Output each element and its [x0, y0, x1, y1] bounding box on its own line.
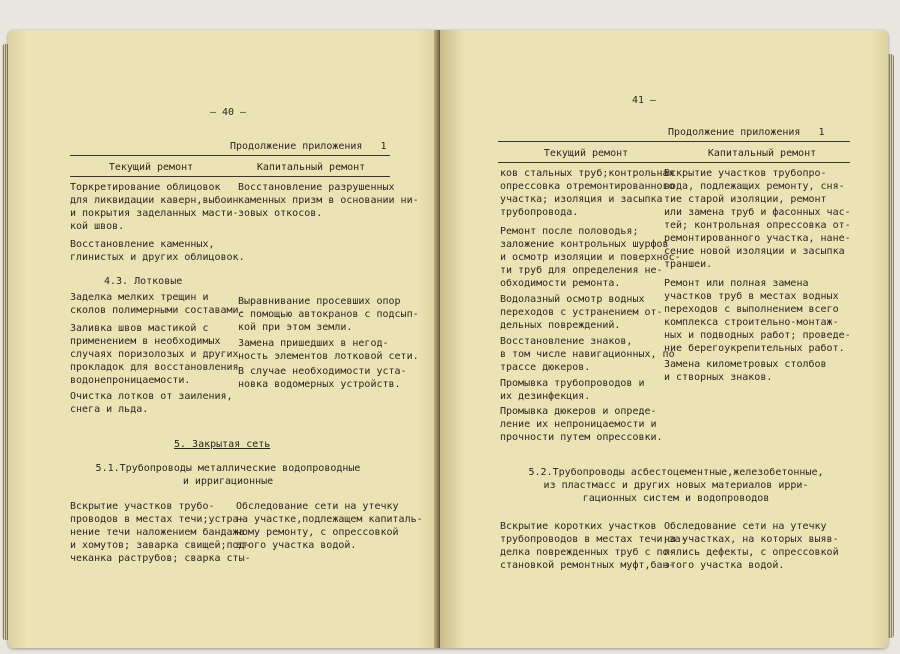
capital-repair-text: Вскрытие участков трубопро- вода, подлежащих ремонту, сня- тие старой изоляции, ремонт или замена труб и фасонных час- тей; контрольная опрессовка от- ремонтированного участка, нане- сение новой изоляции и засыпка траншеи.	[664, 168, 851, 270]
capital-repair-text: В случае необходимости уста- новка водомерных устройств.	[238, 366, 407, 390]
current-repair-text: Вскрытие участков трубо- проводов в местах течи;устра- нение течи наложением бандажа и хомутов; заварка свищей;под- чеканка раструбов; сварка сты-	[70, 501, 251, 564]
current-repair-text: Промывка дюкеров и опреде- ление их непроницаемости и прочности путем опрессовки.	[500, 406, 663, 443]
capital-repair-text: Выравнивание просевших опор с помощью автокранов с подсып- кой при этом земли.	[238, 296, 419, 333]
current-repair-text: Заделка мелких трещин и сколов полимерными составами.	[70, 292, 245, 316]
current-repair-text: ков стальных труб;контрольная опрессовка отремонтированного участка; изоляция и засыпка трубопровода.	[500, 168, 675, 218]
table-top-rule	[70, 155, 390, 156]
capital-repair-text: Восстановление разрушенных каменных призм в основании ни- зовых откосов.	[238, 182, 419, 219]
right-page	[440, 30, 888, 648]
capital-repair-text: Обследование сети на утечку на участках, на которых выяв- лялись дефекты, с опрессовкой этого участка водой.	[664, 521, 839, 571]
section-heading: 4.3. Лотковые	[104, 276, 183, 287]
column-header-current: Текущий ремонт	[108, 162, 194, 173]
page-number: 41 —	[632, 95, 657, 106]
page-number: — 40 —	[209, 107, 247, 118]
section-heading: 5. Закрытая сеть	[174, 439, 271, 450]
current-repair-text: Водолазный осмотр водных переходов с устранением от- дельных повреждений.	[500, 294, 663, 331]
current-repair-text: Заливка швов мастикой с применением в необходимых случаях поризолозых и других прокладок для восстановления водонепроницаемости.	[70, 323, 239, 386]
capital-repair-text: Ремонт или полная замена участков труб в местах водных переходов с выполнением всего комплекса строительно-монтаж- ных и подводных работ; проведе- ние берегоукрепительных работ.	[664, 278, 851, 354]
table-top-rule	[498, 141, 850, 142]
current-repair-text: Ремонт после половодья; заложение контрольных шурфов и осмотр изоляции и поверхнос- ти труб для определения не- обходимости ремонта.	[500, 226, 681, 289]
table-header-rule	[498, 162, 850, 163]
current-repair-text: Восстановление каменных, глинистых и других облицовок.	[70, 239, 245, 263]
continuation-label: Продолжение приложения 1	[668, 127, 825, 138]
capital-repair-text: Обследование сети на утечку на участке,подлежащем капиталь- ному ремонту, с опрессовкой этого участка водой.	[236, 501, 423, 551]
capital-repair-text: Замена километровых столбов и створных знаков.	[664, 359, 827, 383]
left-page	[8, 30, 440, 648]
current-repair-text: Вскрытие коротких участков трубопроводов в местах течи;за- делка поврежденных труб с по- становкой ремонтных муфт,бан-	[500, 521, 687, 571]
continuation-label: Продолжение приложения 1	[230, 141, 387, 152]
table-header-rule	[70, 176, 390, 177]
column-header-capital: Капитальный ремонт	[256, 162, 366, 173]
column-header-current: Текущий ремонт	[543, 148, 629, 159]
current-repair-text: Торкретирование облицовок для ликвидации каверн,выбоин и покрытия заделанных масти- кой швов.	[70, 182, 239, 232]
column-header-capital: Капитальный ремонт	[707, 148, 817, 159]
current-repair-text: Промывка трубопроводов и их дезинфекция.	[500, 378, 645, 402]
subsection-heading: 5.1.Трубопроводы металлические водопроводные и ирригационные	[95, 463, 361, 487]
current-repair-text: Очистка лотков от заиления, снега и льда.	[70, 391, 233, 415]
open-book	[8, 30, 888, 648]
current-repair-text: Восстановление знаков, в том числе навигационных, по трассе дюкеров.	[500, 336, 675, 373]
subsection-heading: 5.2.Трубопроводы асбестоцементные,железобетонные, из пластмасс и других новых материалов ирри- гационных систем и водопроводов	[528, 467, 824, 504]
capital-repair-text: Замена пришедших в негод- ность элементов лотковой сети.	[238, 338, 419, 362]
